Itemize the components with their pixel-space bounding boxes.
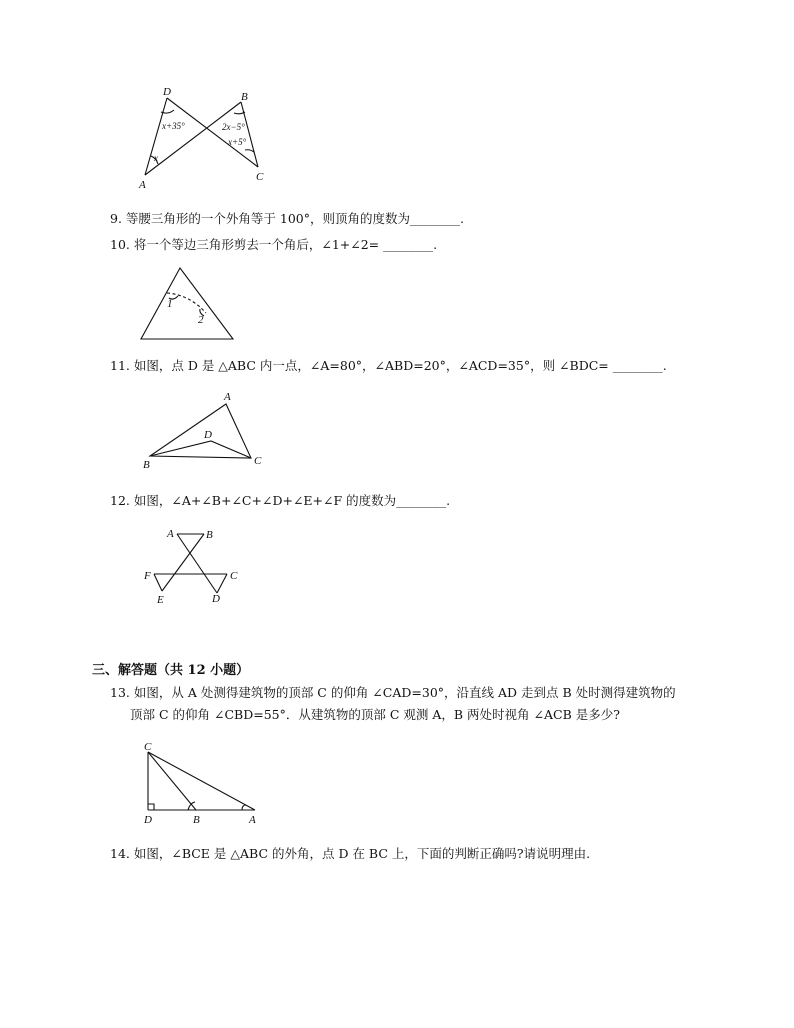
figure-cut-triangle [138,265,238,345]
point-label-b: B [241,91,248,103]
point-label-d: D [212,593,220,605]
point-label-c: C [144,741,152,753]
point-label-c: C [230,570,238,582]
figure-three-triangles [140,522,250,608]
point-label-a: A [249,814,256,826]
figure-triangle-abc-point-d [140,388,270,473]
figure-bowtie-triangles [130,82,280,192]
figure-building-angles [138,738,268,828]
angle-label-1: 1 [167,298,173,310]
question-13-line2: 顶部 C 的仰角 ∠CBD=55°．从建筑物的顶部 C 观测 A，B 两处时视角 ∠ACB 是多少? [130,707,620,722]
angle-label-d: x+35° [162,121,185,131]
point-label-d: D [163,86,171,98]
angle-label-b: 2x−5° [222,122,245,132]
point-label-b: B [206,529,213,541]
point-label-b: B [143,459,150,471]
question-11: 11. 如图，点 D 是 △ABC 内一点，∠A=80°，∠ABD=20°，∠ACD=35°，则 ∠BDC= ________. [110,358,667,373]
point-label-a: A [139,179,146,191]
point-label-d: D [204,429,212,441]
angle-label-2: 2 [198,314,204,326]
point-label-d: D [144,814,152,826]
question-9: 9. 等腰三角形的一个外角等于 100°，则顶角的度数为________. [110,211,464,226]
point-label-a: A [167,528,174,540]
point-label-b: B [193,814,200,826]
angle-label-a: x [154,153,158,163]
angle-label-c: x+5° [228,137,247,147]
question-10: 10. 将一个等边三角形剪去一个角后，∠1+∠2= ________. [110,237,438,252]
question-13-line1: 13. 如图，从 A 处测得建筑物的顶部 C 的仰角 ∠CAD=30°，沿直线 AD 走到点 B 处时测得建筑物的 [110,685,676,700]
point-label-a: A [224,391,231,403]
point-label-e: E [157,594,164,606]
section-heading: 三、解答题（共 12 小题） [92,663,250,678]
question-12: 12. 如图，∠A+∠B+∠C+∠D+∠E+∠F 的度数为________. [110,493,451,508]
point-label-f: F [144,570,151,582]
point-label-c: C [254,455,262,467]
point-label-c: C [256,171,264,183]
question-14: 14. 如图，∠BCE 是 △ABC 的外角，点 D 在 BC 上，下面的判断正确吗?请说明理由. [110,846,591,861]
